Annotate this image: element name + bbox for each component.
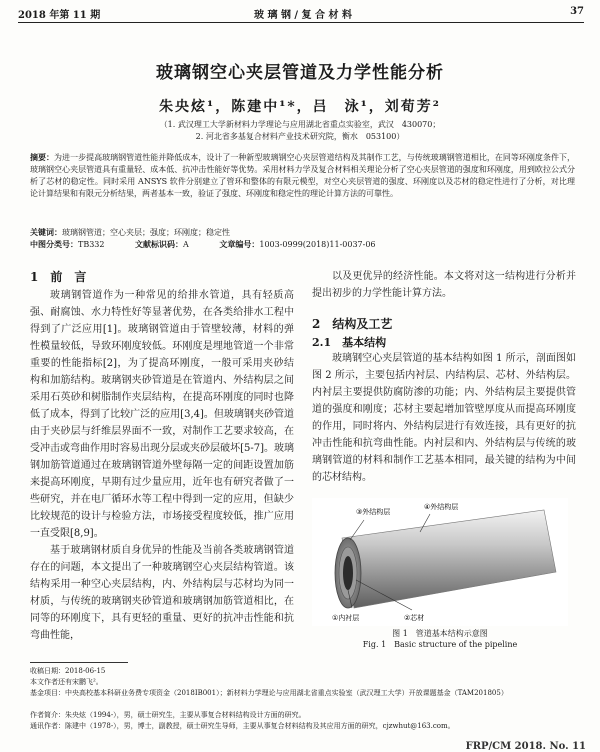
section-1-heading: 1 前 言 — [30, 270, 87, 284]
footnote-coauthor: 本文作者还有宋鹏飞²。 — [30, 678, 103, 686]
footnote-correspondence: 通讯作者：陈建中（1978-），男，博士，副教授，硕士研究生导师，主要从事复合材料结构及其应用方面的研究，cjzwhut@163.com。 — [30, 722, 455, 730]
left-column — [30, 287, 294, 644]
doc-code-item: 文献标识码：A — [135, 239, 189, 249]
journal-name: 玻 璃 钢 / 复 合 材 料 — [253, 10, 353, 21]
abstract-text: 为进一步提高玻璃钢管道性能并降低成本，设计了一种新型玻璃钢空心夹层管道结构及其制作工艺，与传统玻璃钢管道相比，在同等环刚度条件下，玻璃钢空心夹层管道具有重量轻、成本低、抗冲击性能好等优势。采用材料力学及复合材料相关理论分析了空心夹层管道的强度和环刚度，用到欧拉公式分析了芯材的稳定性。同时采用 ANSYS 软件分别建立了管环和整体的有限元模型，对空心夹层管道的强度、环刚度以及芯材的稳定性进行了分析，对比理论计算结果和有限元分析结果，两者基本一致，验证了强度、环刚度和稳定性的理论计算方法的可靠性。 — [30, 153, 575, 198]
footnote-author-bio: 作者简介：朱央炫（1994-），男，硕士研究生，主要从事复合材料结构设计方面的研究。 — [30, 711, 306, 719]
footnote-rule — [30, 662, 128, 663]
journal-footer-tag: FRP/CM 2018. No. 11 — [465, 741, 586, 752]
clc-item: 中图分类号：TB332 — [30, 239, 105, 249]
issue-label: 2018 年第 11 期 — [18, 10, 101, 21]
structure-text — [312, 350, 576, 486]
pipe-bore — [343, 556, 353, 590]
label-core: ②芯材 — [404, 614, 425, 622]
right-column-top — [312, 268, 576, 302]
pipe-structure-illustration — [312, 498, 568, 626]
subsection-2-1-heading: 2.1 基本结构 — [312, 336, 387, 349]
header-rule — [18, 22, 584, 23]
section-2-heading: 2 结构及工艺 — [312, 317, 393, 331]
intro-paragraph-3: 以及更优异的经济性能。本文将对这一结构进行分析并提出初步的力学性能计算方法。 — [312, 271, 576, 299]
figure-1-caption-cn: 图 1 管道基本结构示意图 — [392, 629, 488, 638]
affiliation-1: （1. 武汉理工大学新材料力学理论与应用湖北省重点实验室，武汉 430070； — [159, 120, 441, 129]
label-outer-layer-a: ③外结构层 — [356, 508, 391, 516]
figure-1 — [312, 498, 568, 626]
article-no-item: 文章编号：1003-0999(2018)11-0037-06 — [219, 239, 376, 249]
abstract — [30, 151, 575, 200]
intro-paragraph-1: 玻璃钢管道作为一种常见的给排水管道，具有轻质高强、耐腐蚀、水力特性好等显著优势，在各类给排水工程中得到了广泛应用[1]。玻璃钢管道由于管壁较薄，材料的弹性模量较低，导致环刚度较低。环刚度是埋地管道一个非常重要的性能指标[2]，为了提高环刚度，一般可采用夹砂结构和加筋结构。玻璃钢夹砂管道是在管道内、外结构层之间采用石英砂和树脂制作夹层结构，在提高环刚度的同时也降低了成本，得到了比较广泛的应用[3,4]。但玻璃钢夹砂管道由于夹砂层与纤维层界面不一致，对制作工艺要求较高，在受冲击或弯曲作用时容易出现分层或夹砂层破坏[5-7]。玻璃钢加筋管道通过在玻璃钢管道外壁每隔一定的间距设置加筋来提高环刚度，早期有过少量应用，近年也有研究者做了一些研究，并在电厂循环水等工程中得到一定的应用，但缺少比较规范的设计与检验方法，市场接受程度较低，推广应用一直受限[8,9]。 — [30, 290, 294, 539]
label-outer-layer-b: ④外结构层 — [424, 503, 459, 511]
keywords-text: 玻璃钢管道；空心夹层；强度；环刚度；稳定性 — [62, 228, 230, 237]
label-liner: ①内衬层 — [332, 614, 360, 622]
page-number: 37 — [570, 6, 584, 17]
affiliation-2: 2. 河北省多基复合材料产业技术研究院，衡水 053100） — [195, 132, 405, 141]
paper-title: 玻璃钢空心夹层管道及力学性能分析 — [156, 63, 444, 83]
intro-paragraph-2: 基于玻璃钢材质自身优异的性能及当前各类玻璃钢管道存在的问题，本文提出了一种玻璃钢空心夹层结构管道。该结构采用一种空心夹层结构，内、外结构层与芯材均为同一材质，与传统的玻璃钢夹砂管道和玻璃钢加筋管道相比，在同等的环刚度下，具有更轻的重量、更好的抗冲击性能和抗弯曲性能， — [30, 545, 294, 641]
author-list: 朱央炫¹，陈建中¹*，吕 泳¹，刘荀芳² — [159, 99, 441, 115]
footnote-received: 收稿日期：2018-06-15 — [30, 667, 106, 675]
pipe-outer-body — [342, 510, 556, 608]
abstract-label: 摘要： — [30, 152, 55, 162]
keywords-label: 关键词： — [30, 227, 62, 237]
classification-line — [30, 238, 575, 251]
footnote-funding: 基金项目：中央高校基本科研业务费专项资金（2018IB001）；新材料力学理论与应用湖北省重点实验室（武汉理工大学）开放课题基金（TAM201805） — [30, 689, 508, 697]
figure-1-caption-en: Fig. 1 Basic structure of the pipeline — [362, 640, 518, 649]
running-header — [18, 6, 584, 22]
structure-paragraph: 玻璃钢空心夹层管道的基本结构如图 1 所示，剖面图如图 2 所示，主要包括内衬层、内结构层、芯材、外结构层。内衬层主要提供防腐防渗的功能；内、外结构层主要提供管道的强度和刚度；芯材主要起增加管壁厚度从而提高环刚度的作用，同时将内、外结构层进行有效连接，具有更好的抗冲击性能和抗弯曲性能。内衬层和内、外结构层与传统的玻璃钢管道的材料和制作工艺基本相同，最关键的结构为中间的芯材结构。 — [312, 353, 576, 483]
